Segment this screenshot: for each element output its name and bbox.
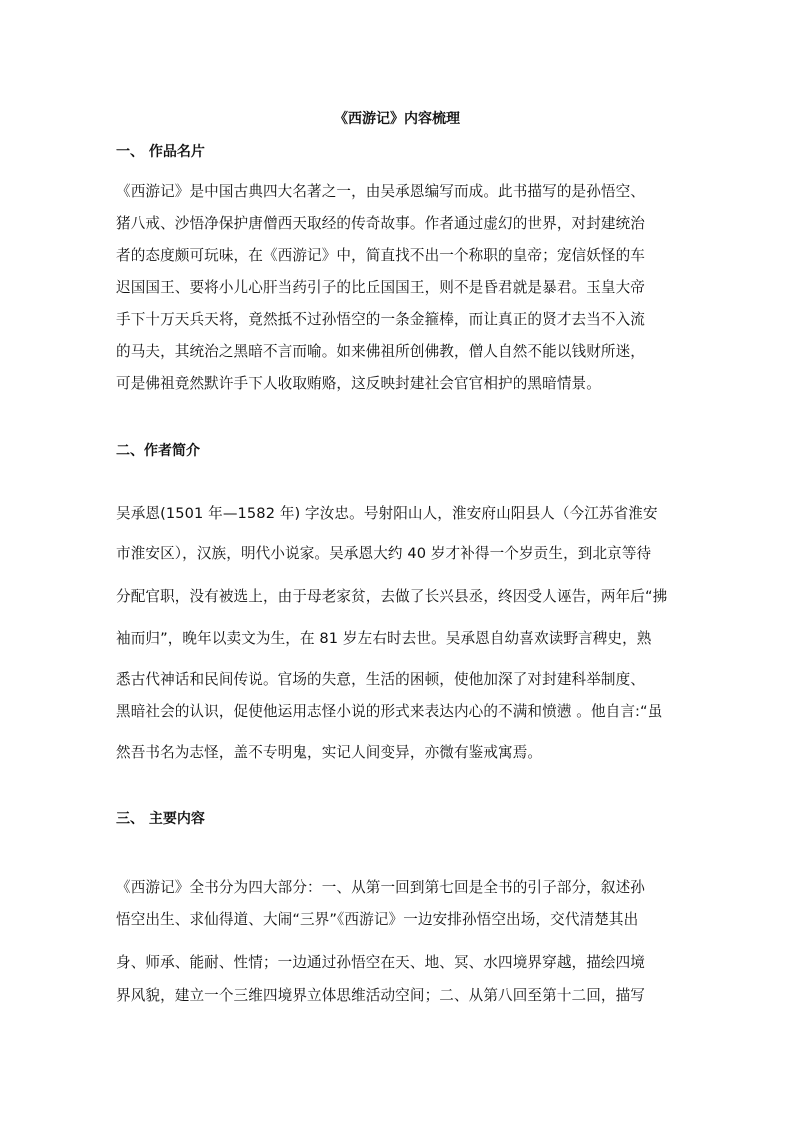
section-3-line: 身、师承、能耐、性情；一边通过孙悟空在天、地、冥、水四境界穿越，描绘四境 [116,954,645,971]
section-1-line: 《西游记》是中国古典四大名著之一，由吴承恩编写而成。此书描写的是孙悟空、 [116,183,645,200]
section-1-line: 迟国国王、要将小儿心肝当药引子的比丘国国王，则不是昏君就是暴君。玉皇大帝 [116,279,645,296]
section-1-line: 者的态度颇可玩味，在《西游记》中，简直找不出一个称职的皇帝；宠信妖怪的车 [116,247,645,264]
section-1-line: 手下十万天兵天将，竟然抵不过孙悟空的一条金箍棒，而让真正的贤才去当不入流 [116,311,645,328]
section-2-line: 黑暗社会的认识，促使他运用志怪小说的形式来表达内心的不满和愤懑 。他自言:“虽 [116,703,663,720]
section-2-line: 然吾书名为志怪，盖不专明鬼，实记人间变异，亦微有鉴戒寓焉。 [116,744,543,761]
section-3-line: 《西游记》全书分为四大部分：一、从第一回到第七回是全书的引子部分，叙述孙 [116,879,645,896]
section-2-line: 分配官职，没有被选上，由于母老家贫，去做了长兴县丞，终因受人诬告，两年后“拂 [116,588,668,605]
section-2-line: 吴承恩(1501 年—1582 年) 字汝忠。号射阳山人，淮安府山阳县人（今江苏省淮安 [116,505,658,522]
section-3-line: 界风貌，建立一个三维四境界立体思维活动空间；二、从第八回至第十二回，描写 [116,987,645,1004]
section-1-line: 猪八戒、沙悟净保护唐僧西天取经的传奇故事。作者通过虚幻的世界，对封建统治 [116,215,645,232]
section-1-line: 可是佛祖竟然默许手下人收取贿赂，这反映封建社会官官相护的黑暗情景。 [116,375,601,392]
section-1-line: 的马夫，其统治之黑暗不言而喻。如来佛祖所创佛教，僧人自然不能以钱财所迷， [116,343,645,360]
section-2-line: 袖而归”，晚年以卖文为生，在 81 岁左右时去世。吴承恩自幼喜欢读野言稗史，熟 [116,630,652,647]
section-2-line: 悉古代神话和民间传说。官场的失意，生活的困顿，使他加深了对封建科举制度、 [116,671,645,688]
section-2-line: 市淮安区），汉族，明代小说家。吴承恩大约 40 岁才补得一个岁贡生，到北京等待 [116,545,652,562]
section-heading-1: 一、 作品名片 [116,144,205,160]
document-title: 《西游记》内容梳理 [334,111,460,127]
section-3-line: 悟空出生、求仙得道、大闹“三界”《西游记》一边安排孙悟空出场，交代清楚其出 [116,911,639,928]
section-heading-3: 三、 主要内容 [116,811,205,827]
section-heading-2: 二、作者简介 [116,443,200,459]
